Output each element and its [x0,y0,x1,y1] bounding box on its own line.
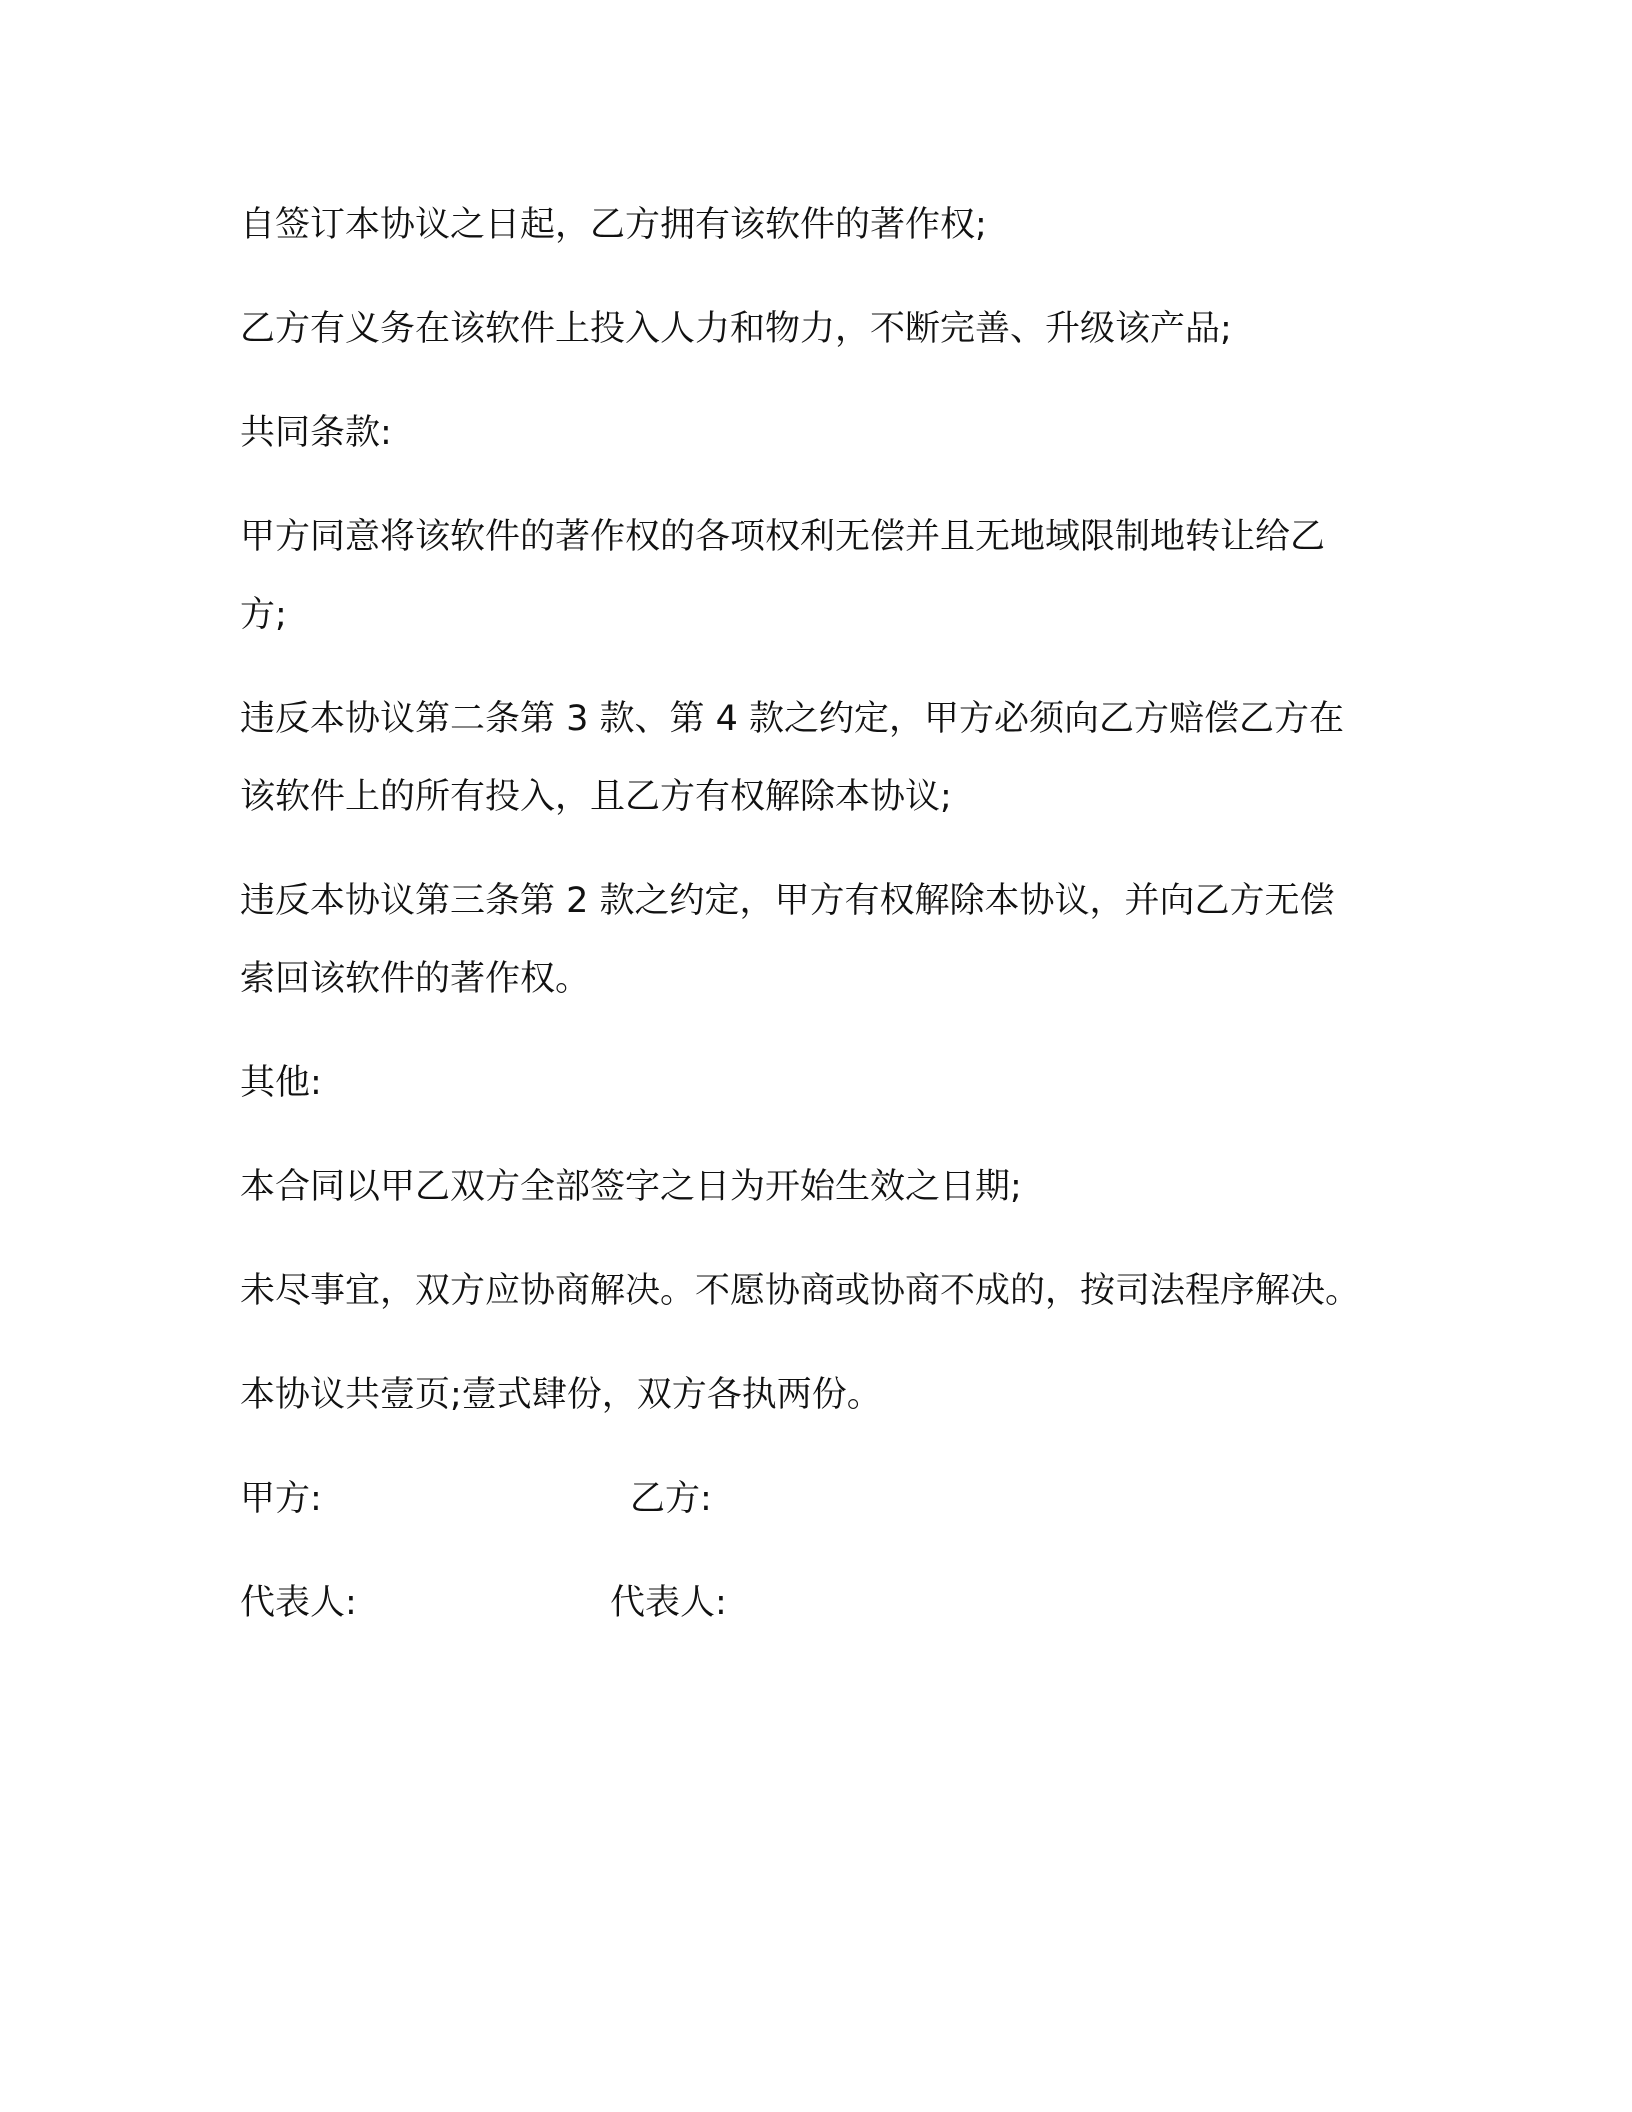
clause-dispute-resolution: 未尽事宜，双方应协商解决。不愿协商或协商不成的，按司法程序解决。 [240,1271,1361,1311]
signature-party-row [240,1460,1364,1538]
clause-breach-party-a: 违反本协议第二条第 3 款、第 4 款之约定，甲方必须向乙方赔偿乙方在该软件上的所有投入，且乙方有权解除本协议; [240,699,1345,817]
section-heading-other: 其他: [240,1063,322,1103]
party-b-label: 乙方: [630,1479,712,1519]
section-heading-common-terms: 共同条款: [240,413,392,453]
clause-copyright-ownership: 自签订本协议之日起，乙方拥有该软件的著作权; [240,205,987,245]
clause-breach-party-b: 违反本协议第三条第 2 款之约定，甲方有权解除本协议，并向乙方无偿索回该软件的著作权。 [240,881,1335,999]
representative-b-label: 代表人: [610,1583,727,1623]
clause-transfer-rights: 甲方同意将该软件的著作权的各项权利无偿并且无地域限制地转让给乙方; [240,517,1326,635]
signature-representative-row [240,1564,1364,1642]
clause-effective-date: 本合同以甲乙双方全部签字之日为开始生效之日期; [240,1167,1022,1207]
document-body [240,186,1364,1668]
party-a-label: 甲方: [240,1479,322,1519]
clause-copies: 本协议共壹页;壹式肆份，双方各执两份。 [240,1375,882,1415]
representative-a-label: 代表人: [240,1583,357,1623]
clause-party-b-obligation: 乙方有义务在该软件上投入人力和物力，不断完善、升级该产品; [240,309,1232,349]
